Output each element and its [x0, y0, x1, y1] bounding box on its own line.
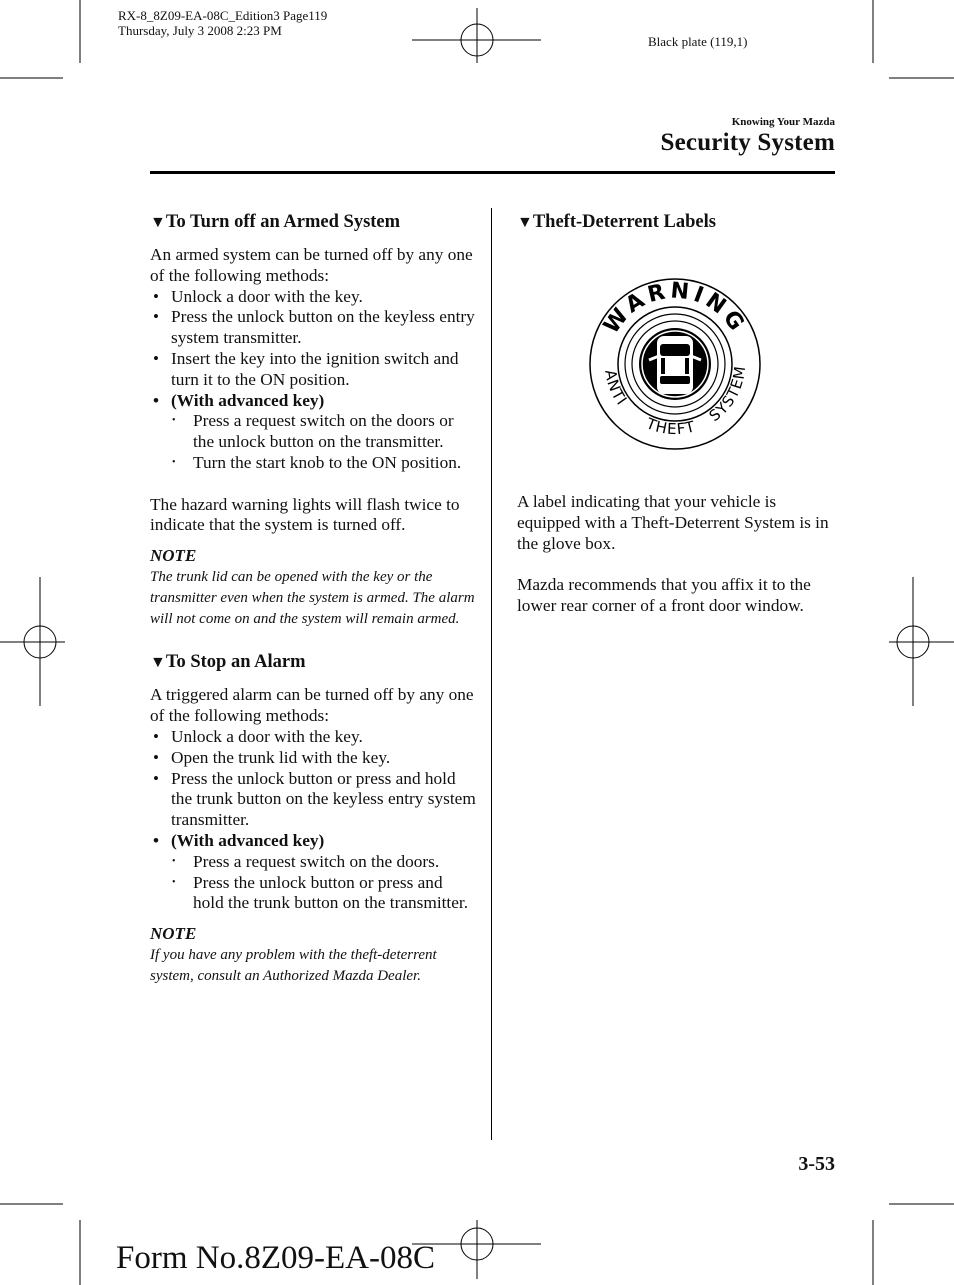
print-date-line: Thursday, July 3 2008 2:23 PM [118, 23, 282, 38]
armed-sub-list [150, 411, 476, 473]
alarm-note-text: If you have any problem with the theft-deterrent system, consult an Authorized Mazda Dealer. [150, 946, 437, 984]
column-divider [491, 208, 492, 1140]
labels-para-1: A label indicating that your vehicle is equipped with a Theft-Deterrent System is in the glove box. [517, 492, 829, 553]
labels-heading-text: Theft-Deterrent Labels [532, 212, 716, 232]
list-item: • Unlock a door with the key. [150, 727, 476, 748]
right-column [517, 211, 837, 234]
armed-heading-text: To Turn off an Armed System [165, 212, 401, 232]
label-top-text: WARNING [599, 278, 751, 339]
print-meta [118, 8, 327, 38]
list-item: • Press the unlock button or press and hold the trunk button on the transmitter. [172, 873, 476, 915]
alarm-note-title: NOTE [150, 924, 197, 944]
list-item: • (With advanced key) [150, 391, 476, 412]
list-item: • Press a request switch on the doors or the unlock button on the transmitter. [172, 411, 476, 453]
list-item: • Press a request switch on the doors. [172, 852, 476, 873]
list-item: • (With advanced key) [150, 831, 476, 852]
label-left-text: ANTI [601, 368, 631, 410]
alarm-sub-list [150, 852, 476, 914]
triangle-icon: ▼ [517, 214, 533, 231]
label-right-text: SYSTEM [705, 364, 750, 426]
alarm-bullet-list [150, 727, 476, 852]
left-column [150, 211, 476, 987]
armed-heading [150, 211, 476, 234]
list-item: • Turn the start knob to the ON position. [172, 453, 476, 474]
section-label: Knowing Your Mazda [731, 116, 835, 128]
armed-bullet-list [150, 287, 476, 412]
labels-heading [517, 211, 837, 234]
label-bottom-text: THEFT [643, 414, 698, 439]
anti-theft-warning-label [587, 276, 763, 452]
header-rule [150, 171, 835, 174]
list-item: • Press the unlock button on the keyless entry system transmitter. [150, 307, 476, 349]
list-item: • Press the unlock button or press and hold the trunk button on the keyless entry system transmitter. [150, 769, 476, 831]
armed-note-title: NOTE [150, 546, 197, 566]
list-item: • Unlock a door with the key. [150, 287, 476, 308]
list-item: • Open the trunk lid with the key. [150, 748, 476, 769]
form-number: Form No.8Z09-EA-08C [116, 1240, 435, 1276]
page-number: 3-53 [798, 1153, 835, 1175]
triangle-icon: ▼ [150, 654, 166, 672]
alarm-intro: A triggered alarm can be turned off by any one of the following methods: [150, 685, 474, 726]
print-file-line: RX-8_8Z09-EA-08C_Edition3 Page119 [118, 8, 328, 23]
right-column-text [517, 492, 837, 617]
alarm-heading [150, 651, 476, 674]
triangle-icon: ▼ [150, 214, 166, 231]
plate-label: Black plate (119,1) [648, 34, 748, 49]
armed-intro: An armed system can be turned off by any one of the following methods: [150, 245, 473, 285]
alarm-heading-text: To Stop an Alarm [165, 652, 306, 673]
armed-note-text: The trunk lid can be opened with the key or the transmitter even when the system is armed. The alarm will not come on and the system will remain armed. [150, 568, 475, 627]
armed-after: The hazard warning lights will flash twice to indicate that the system is turned off. [150, 494, 460, 535]
labels-para-2: Mazda recommends that you affix it to the lower rear corner of a front door window. [517, 575, 811, 615]
page-title: Security System [660, 129, 835, 156]
list-item: • Insert the key into the ignition switch and turn it to the ON position. [150, 349, 476, 391]
